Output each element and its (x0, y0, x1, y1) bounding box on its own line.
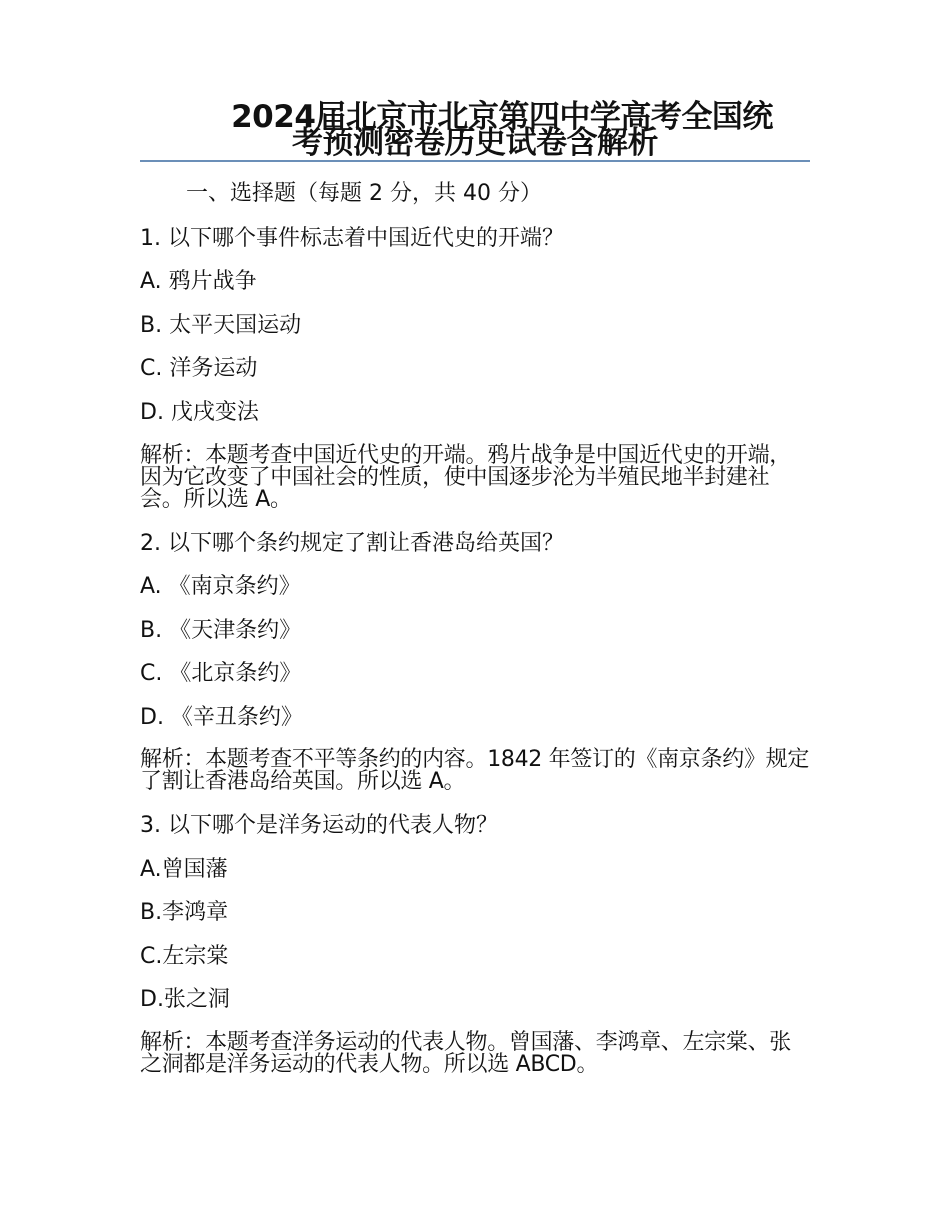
option-c: C.左宗棠 (140, 944, 229, 969)
option-c: C. 《北京条约》 (140, 661, 302, 686)
option-b: B. 太平天国运动 (140, 313, 302, 338)
title-line-2: 考预测密卷历史试卷含解析 (292, 125, 658, 161)
option-d: D. 《辛丑条约》 (140, 705, 303, 730)
section-heading: 一、选择题（每题 2 分，共 40 分） (186, 181, 542, 206)
document-title (140, 99, 810, 161)
option-a: A. 鸦片战争 (140, 269, 257, 294)
question-stem: 3. 以下哪个是洋务运动的代表人物？ (140, 813, 498, 838)
analysis-text: 解析：本题考查洋务运动的代表人物。曾国藩、李鸿章、左宗棠、张之洞都是洋务运动的代表人物。所以选 ABCD。 (140, 1030, 792, 1077)
title-line-1: 2024届北京市北京第四中学高考全国统 (231, 99, 773, 135)
question-stem: 1. 以下哪个事件标志着中国近代史的开端？ (140, 226, 564, 251)
option-d: D.张之洞 (140, 987, 230, 1012)
title-divider (140, 160, 810, 162)
option-a: A. 《南京条约》 (140, 574, 301, 599)
analysis-text: 解析：本题考查中国近代史的开端。鸦片战争是中国近代史的开端，因为它改变了中国社会的性质，使中国逐步沦为半殖民地半封建社会。所以选 A。 (140, 443, 792, 512)
analysis-text: 解析：本题考查不平等条约的内容。1842 年签订的《南京条约》规定了割让香港岛给英国。所以选 A。 (140, 747, 810, 794)
question-stem: 2. 以下哪个条约规定了割让香港岛给英国？ (140, 531, 564, 556)
option-b: B. 《天津条约》 (140, 618, 302, 643)
option-d: D. 戊戌变法 (140, 400, 259, 425)
option-c: C. 洋务运动 (140, 356, 258, 381)
option-a: A.曾国藩 (140, 857, 228, 882)
option-b: B.李鸿章 (140, 900, 229, 925)
